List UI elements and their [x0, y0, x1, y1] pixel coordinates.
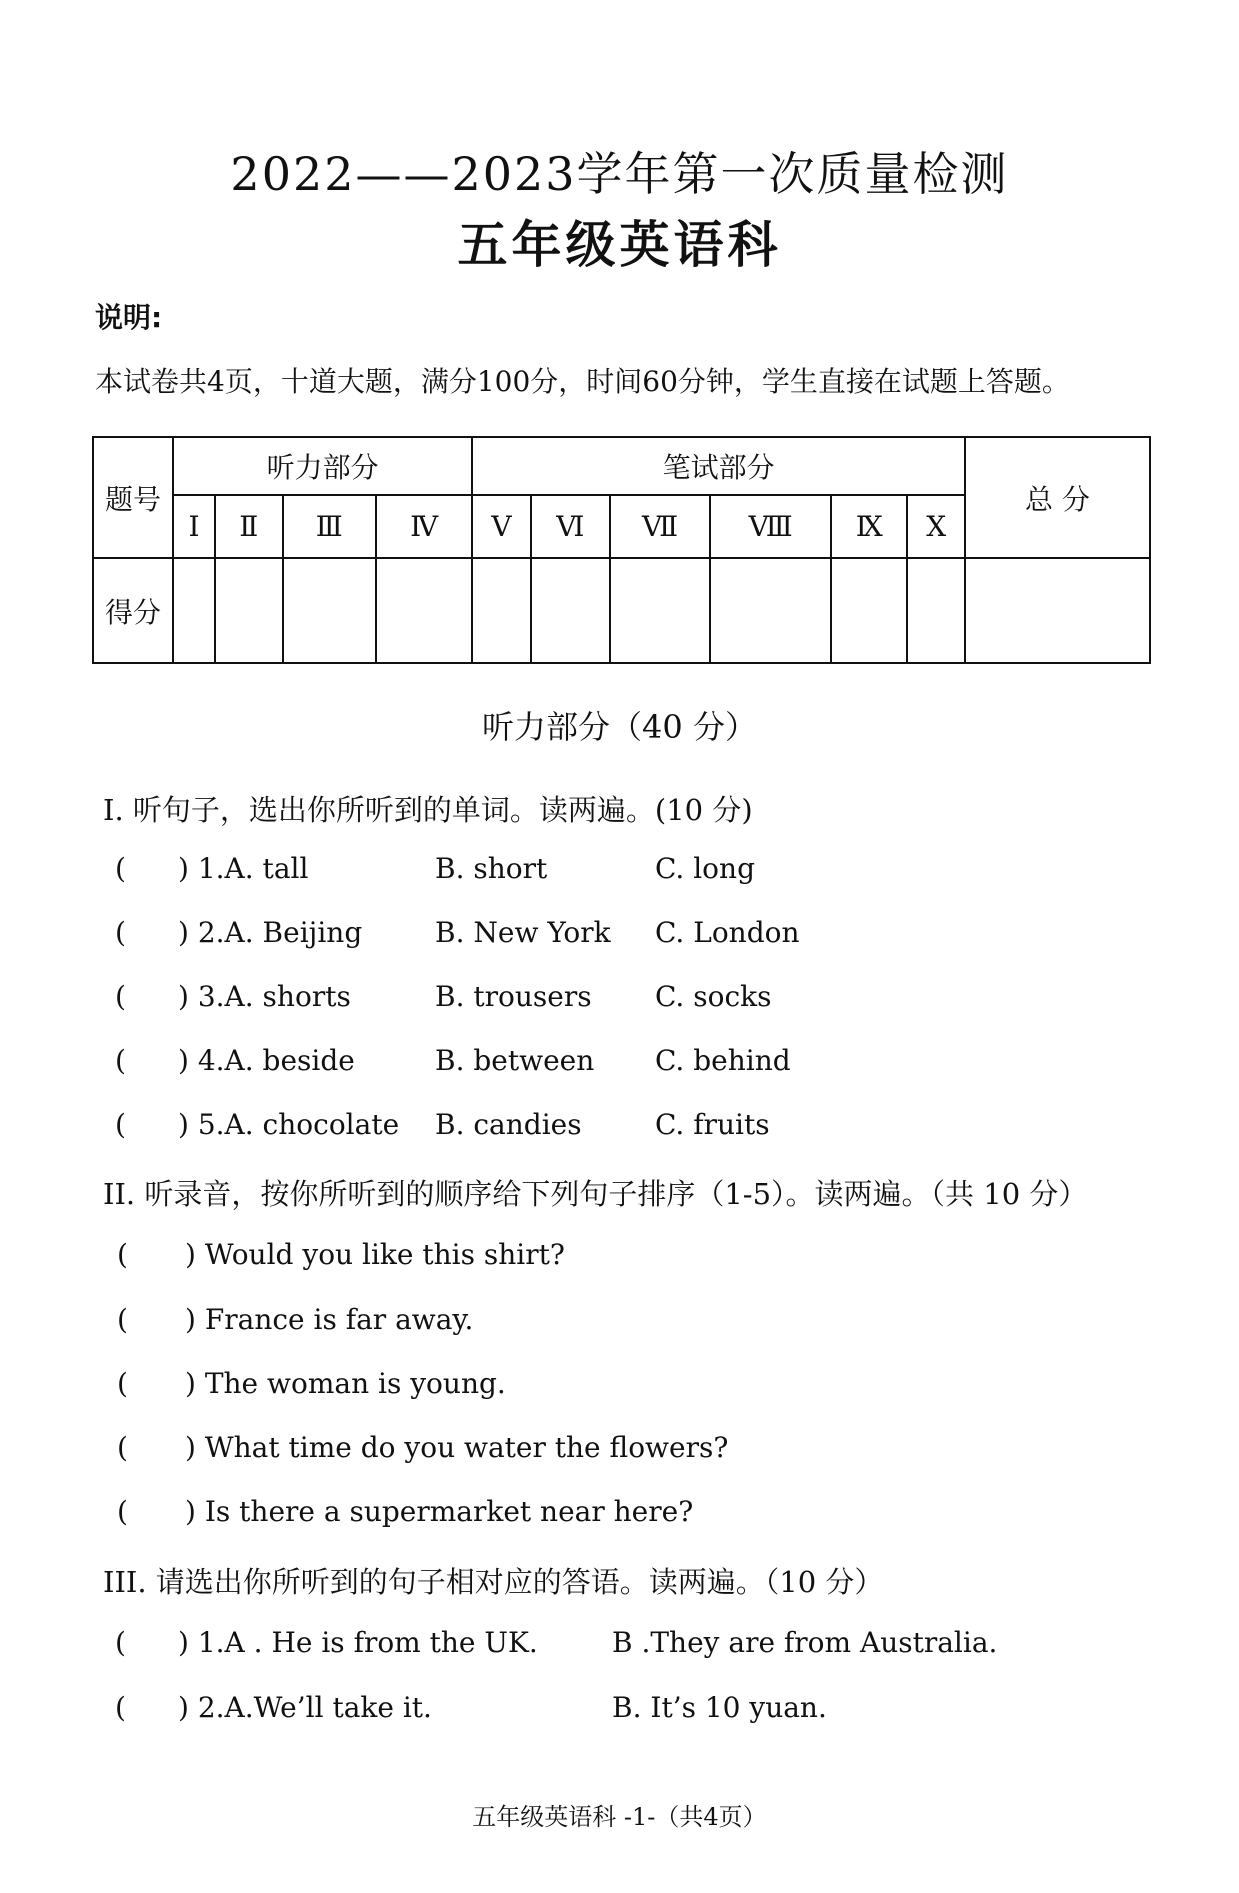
- q1-option-b: B. candies: [435, 1108, 582, 1141]
- q2-heading: II. 听录音，按你所听到的顺序给下列句子排序（1-5）。读两遍。（共 10 分）: [103, 1177, 1088, 1211]
- q3-option-a: ) 2.A.We’ll take it.: [178, 1691, 432, 1724]
- q3-heading: III. 请选出你所听到的句子相对应的答语。读两遍。（10 分）: [103, 1565, 884, 1599]
- score-table: [92, 436, 1151, 664]
- score-cell[interactable]: [531, 558, 610, 663]
- q1-option-a: ) 2.A. Beijing: [178, 916, 363, 949]
- answer-bracket[interactable]: (: [115, 980, 126, 1013]
- q3-option-b: B .They are from Australia.: [612, 1626, 998, 1659]
- instructions-text: 本试卷共4页，十道大题，满分100分，时间60分钟，学生直接在试题上答题。: [95, 365, 1070, 398]
- q3-option-b: B. It’s 10 yuan.: [612, 1691, 827, 1724]
- answer-bracket[interactable]: (: [117, 1367, 128, 1400]
- page-footer: 五年级英语科 -1-（共4页）: [472, 1803, 767, 1831]
- answer-bracket[interactable]: (: [117, 1238, 128, 1271]
- answer-bracket[interactable]: (: [117, 1495, 128, 1528]
- total-score-cell[interactable]: [965, 558, 1150, 663]
- q1-option-a: ) 5.A. chocolate: [178, 1108, 400, 1141]
- q1-option-b: B. between: [435, 1044, 595, 1077]
- numeral-cell: Ⅸ: [831, 495, 907, 558]
- numeral-cell: Ⅵ: [531, 495, 610, 558]
- instructions-label: 说明:: [95, 301, 163, 334]
- numeral-cell: Ⅱ: [215, 495, 283, 558]
- q1-option-a: ) 4.A. beside: [178, 1044, 355, 1077]
- answer-bracket[interactable]: (: [115, 1108, 126, 1141]
- answer-bracket[interactable]: (: [115, 1691, 126, 1724]
- exam-title: 2022——2023学年第一次质量检测: [230, 147, 1009, 201]
- score-cell[interactable]: [376, 558, 472, 663]
- numeral-cell: Ⅲ: [283, 495, 376, 558]
- q1-option-a: ) 3.A. shorts: [178, 980, 351, 1013]
- numeral-cell: Ⅰ: [173, 495, 215, 558]
- answer-bracket[interactable]: (: [117, 1303, 128, 1336]
- subject-title: 五年级英语科: [457, 216, 782, 274]
- numeral-cell: Ⅴ: [472, 495, 530, 558]
- q1-option-c: C. London: [655, 916, 800, 949]
- numeral-cell: Ⅶ: [610, 495, 710, 558]
- q1-option-a: ) 1.A. tall: [178, 852, 309, 885]
- score-cell[interactable]: [710, 558, 831, 663]
- score-cell[interactable]: [610, 558, 710, 663]
- q1-heading: I. 听句子，选出你所听到的单词。读两遍。(10 分): [103, 793, 753, 827]
- total-header: 总 分: [965, 437, 1150, 558]
- listening-group-header: 听力部分: [173, 437, 472, 495]
- score-cell[interactable]: [907, 558, 965, 663]
- q2-sentence: ) Would you like this shirt?: [185, 1238, 565, 1271]
- answer-bracket[interactable]: (: [115, 916, 126, 949]
- answer-bracket[interactable]: (: [115, 1044, 126, 1077]
- q3-option-a: ) 1.A . He is from the UK.: [178, 1626, 538, 1659]
- answer-bracket[interactable]: (: [117, 1431, 128, 1464]
- row-label-question-number: 题号: [93, 437, 173, 558]
- answer-bracket[interactable]: (: [115, 1626, 126, 1659]
- score-cell[interactable]: [472, 558, 530, 663]
- q1-option-c: C. long: [655, 852, 755, 885]
- score-cell[interactable]: [831, 558, 907, 663]
- numeral-cell: Ⅷ: [710, 495, 831, 558]
- q1-option-b: B. short: [435, 852, 548, 885]
- row-label-score: 得分: [93, 558, 173, 663]
- listening-section-heading: 听力部分（40 分）: [482, 708, 757, 746]
- q2-sentence: ) France is far away.: [185, 1303, 474, 1336]
- q1-option-c: C. socks: [655, 980, 772, 1013]
- q1-option-b: B. trousers: [435, 980, 592, 1013]
- q1-option-c: C. fruits: [655, 1108, 770, 1141]
- answer-bracket[interactable]: (: [115, 852, 126, 885]
- score-cell[interactable]: [173, 558, 215, 663]
- numeral-cell: Ⅳ: [376, 495, 472, 558]
- numeral-cell: Ⅹ: [907, 495, 965, 558]
- writing-group-header: 笔试部分: [472, 437, 965, 495]
- q2-sentence: ) What time do you water the flowers?: [185, 1431, 729, 1464]
- score-cell[interactable]: [283, 558, 376, 663]
- q1-option-b: B. New York: [435, 916, 611, 949]
- q2-sentence: ) The woman is young.: [185, 1367, 506, 1400]
- score-cell[interactable]: [215, 558, 283, 663]
- q1-option-c: C. behind: [655, 1044, 791, 1077]
- q2-sentence: ) Is there a supermarket near here?: [185, 1495, 694, 1528]
